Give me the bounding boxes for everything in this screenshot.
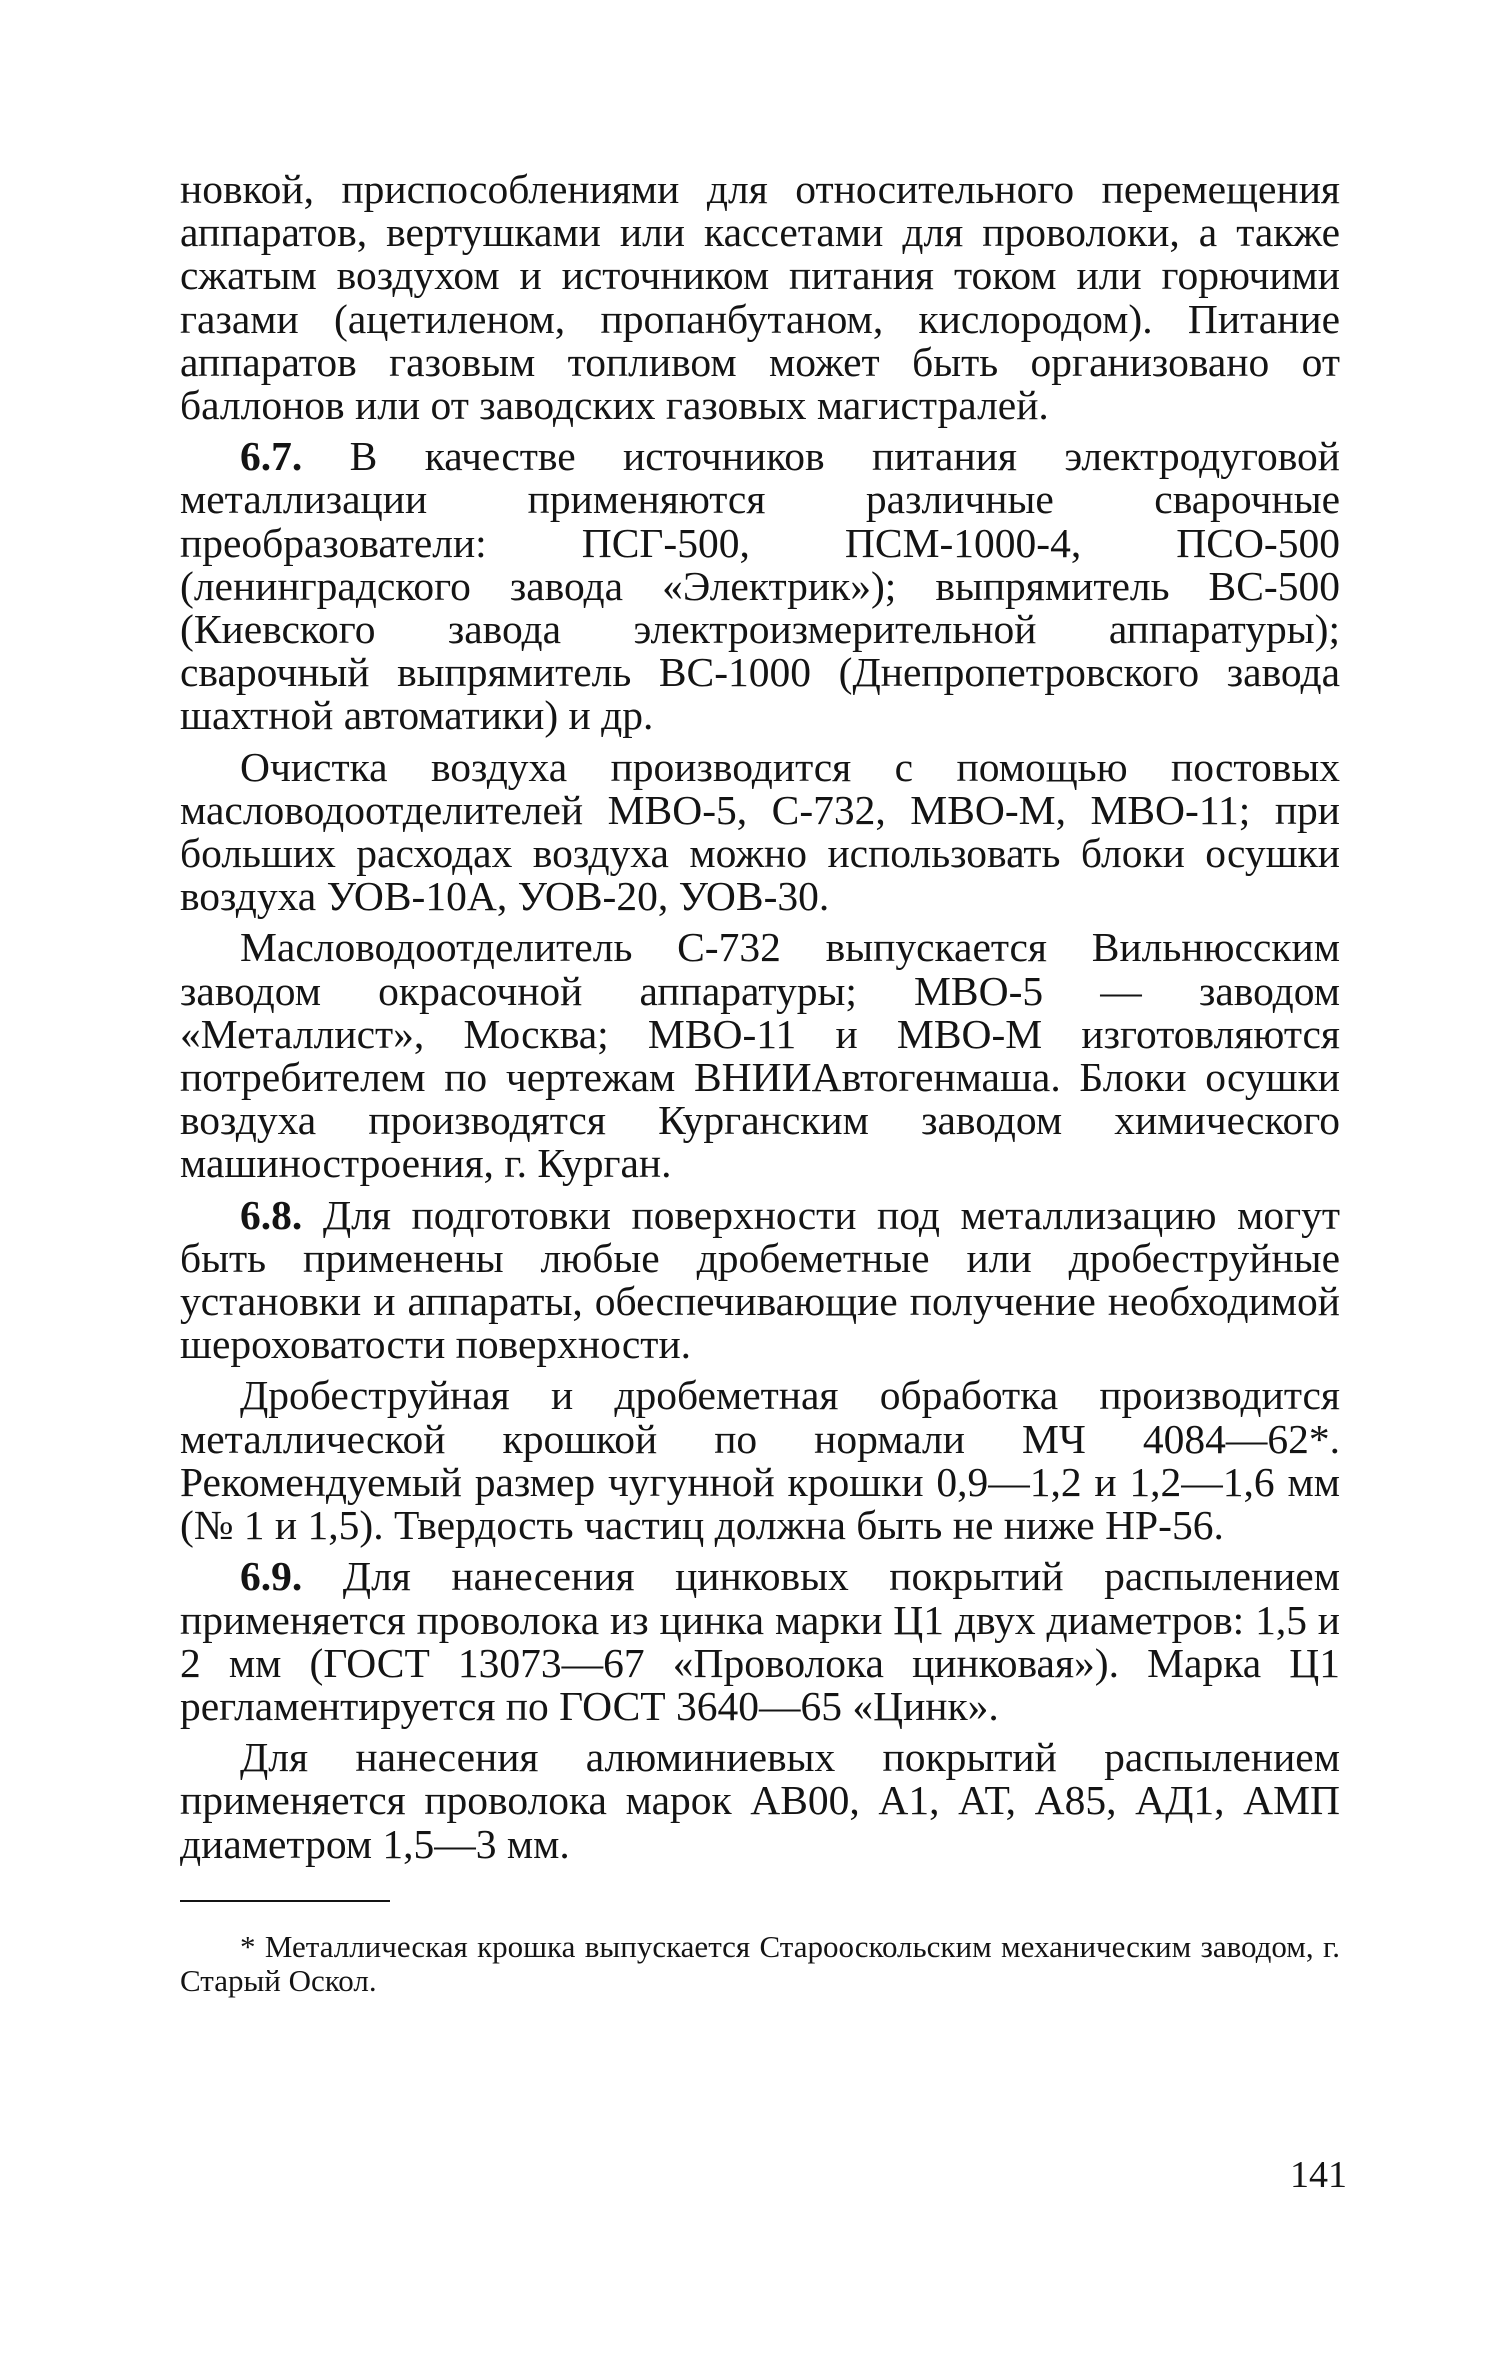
paragraph-6-9 bbox=[180, 1555, 1340, 1728]
paragraph-aluminium-wire bbox=[180, 1736, 1340, 1866]
section-number: 6.8. bbox=[240, 1191, 303, 1238]
paragraph-text: новкой, приспособлениями для относительного перемещения аппаратов, вертушками или кассетами для проволоки, а также сжатым воздухом и источником питания током или горючими газами (ацетиленом, пропанбутаном, кислородом). Питание аппаратов газовым топливом может быть организовано от баллонов или от заводских газовых магистралей. bbox=[180, 166, 1340, 429]
paragraph-text: Масловодоотделитель С-732 выпускается Вильнюсским заводом окрасочной аппаратуры; МВО-5 — заводом «Металлист», Москва; МВО-11 и МВО-М изготовляются потребителем по чертежам ВНИИАвтогенмаша. Блоки осушки воздуха производятся Курганским заводом химического машиностроения, г. Курган. bbox=[180, 924, 1340, 1187]
section-number: 6.9. bbox=[240, 1553, 303, 1600]
paragraph-text: В качестве источников питания электродуговой металлизации применяются различные сварочные преобразователи: ПСГ-500, ПСМ-1000-4, ПСО-500 (ленинградского завода «Электрик»); выпрямитель ВС-500 (Киевского завода электроизмерительной аппаратуры); сварочный выпрямитель ВС-1000 (Днепропетровского завода шахтной автоматики) и др. bbox=[180, 433, 1340, 739]
page-body bbox=[180, 168, 1340, 1998]
paragraph-text: Дробеструйная и дробеметная обработка производится металлической крошкой по нормали МЧ 4084—62*. Рекомендуемый размер чугунной крошки 0,9—1,2 и 1,2—1,6 мм (№ 1 и 1,5). Твердость частиц должна быть не ниже НР-56. bbox=[180, 1372, 1340, 1549]
paragraph-text: Для подготовки поверхности под металлизацию могут быть применены любые дробеметные или дробеструйные установки и аппараты, обеспечивающие получение необходимой шероховатости поверхности. bbox=[180, 1191, 1340, 1368]
paragraph-6-8 bbox=[180, 1191, 1340, 1368]
footnote: * Металлическая крошка выпускается Старооскольским механическим заводом, г. Старый Оскол. bbox=[180, 1928, 1340, 1998]
footnote-divider bbox=[180, 1900, 390, 1902]
paragraph-text: Для нанесения алюминиевых покрытий распылением применяется проволока марок АВ00, А1, АТ, А85, АД1, АМП диаметром 1,5—3 мм. bbox=[180, 1734, 1340, 1867]
paragraph-air-cleaning bbox=[180, 743, 1340, 920]
paragraph-6-7 bbox=[180, 435, 1340, 737]
paragraph-separator-makers bbox=[180, 926, 1340, 1185]
paragraph-text: Очистка воздуха производится с помощью постовых масловодоотделителей МВО-5, С-732, МВО-М, МВО-11; при больших расходах воздуха можно использовать блоки осушки воздуха УОВ-10А, УОВ-20, УОВ-30. bbox=[180, 743, 1340, 920]
section-number: 6.7. bbox=[240, 433, 303, 480]
paragraph-shot-blasting bbox=[180, 1374, 1340, 1547]
paragraph-text: Для нанесения цинковых покрытий распылением применяется проволока из цинка марки Ц1 двух диаметров: 1,5 и 2 мм (ГОСТ 13073—67 «Проволока цинковая»). Марка Ц1 регламентируется по ГОСТ 3640—65 «Цинк». bbox=[180, 1553, 1340, 1729]
paragraph-intro bbox=[180, 168, 1340, 427]
page-number: 141 bbox=[1290, 2154, 1347, 2196]
